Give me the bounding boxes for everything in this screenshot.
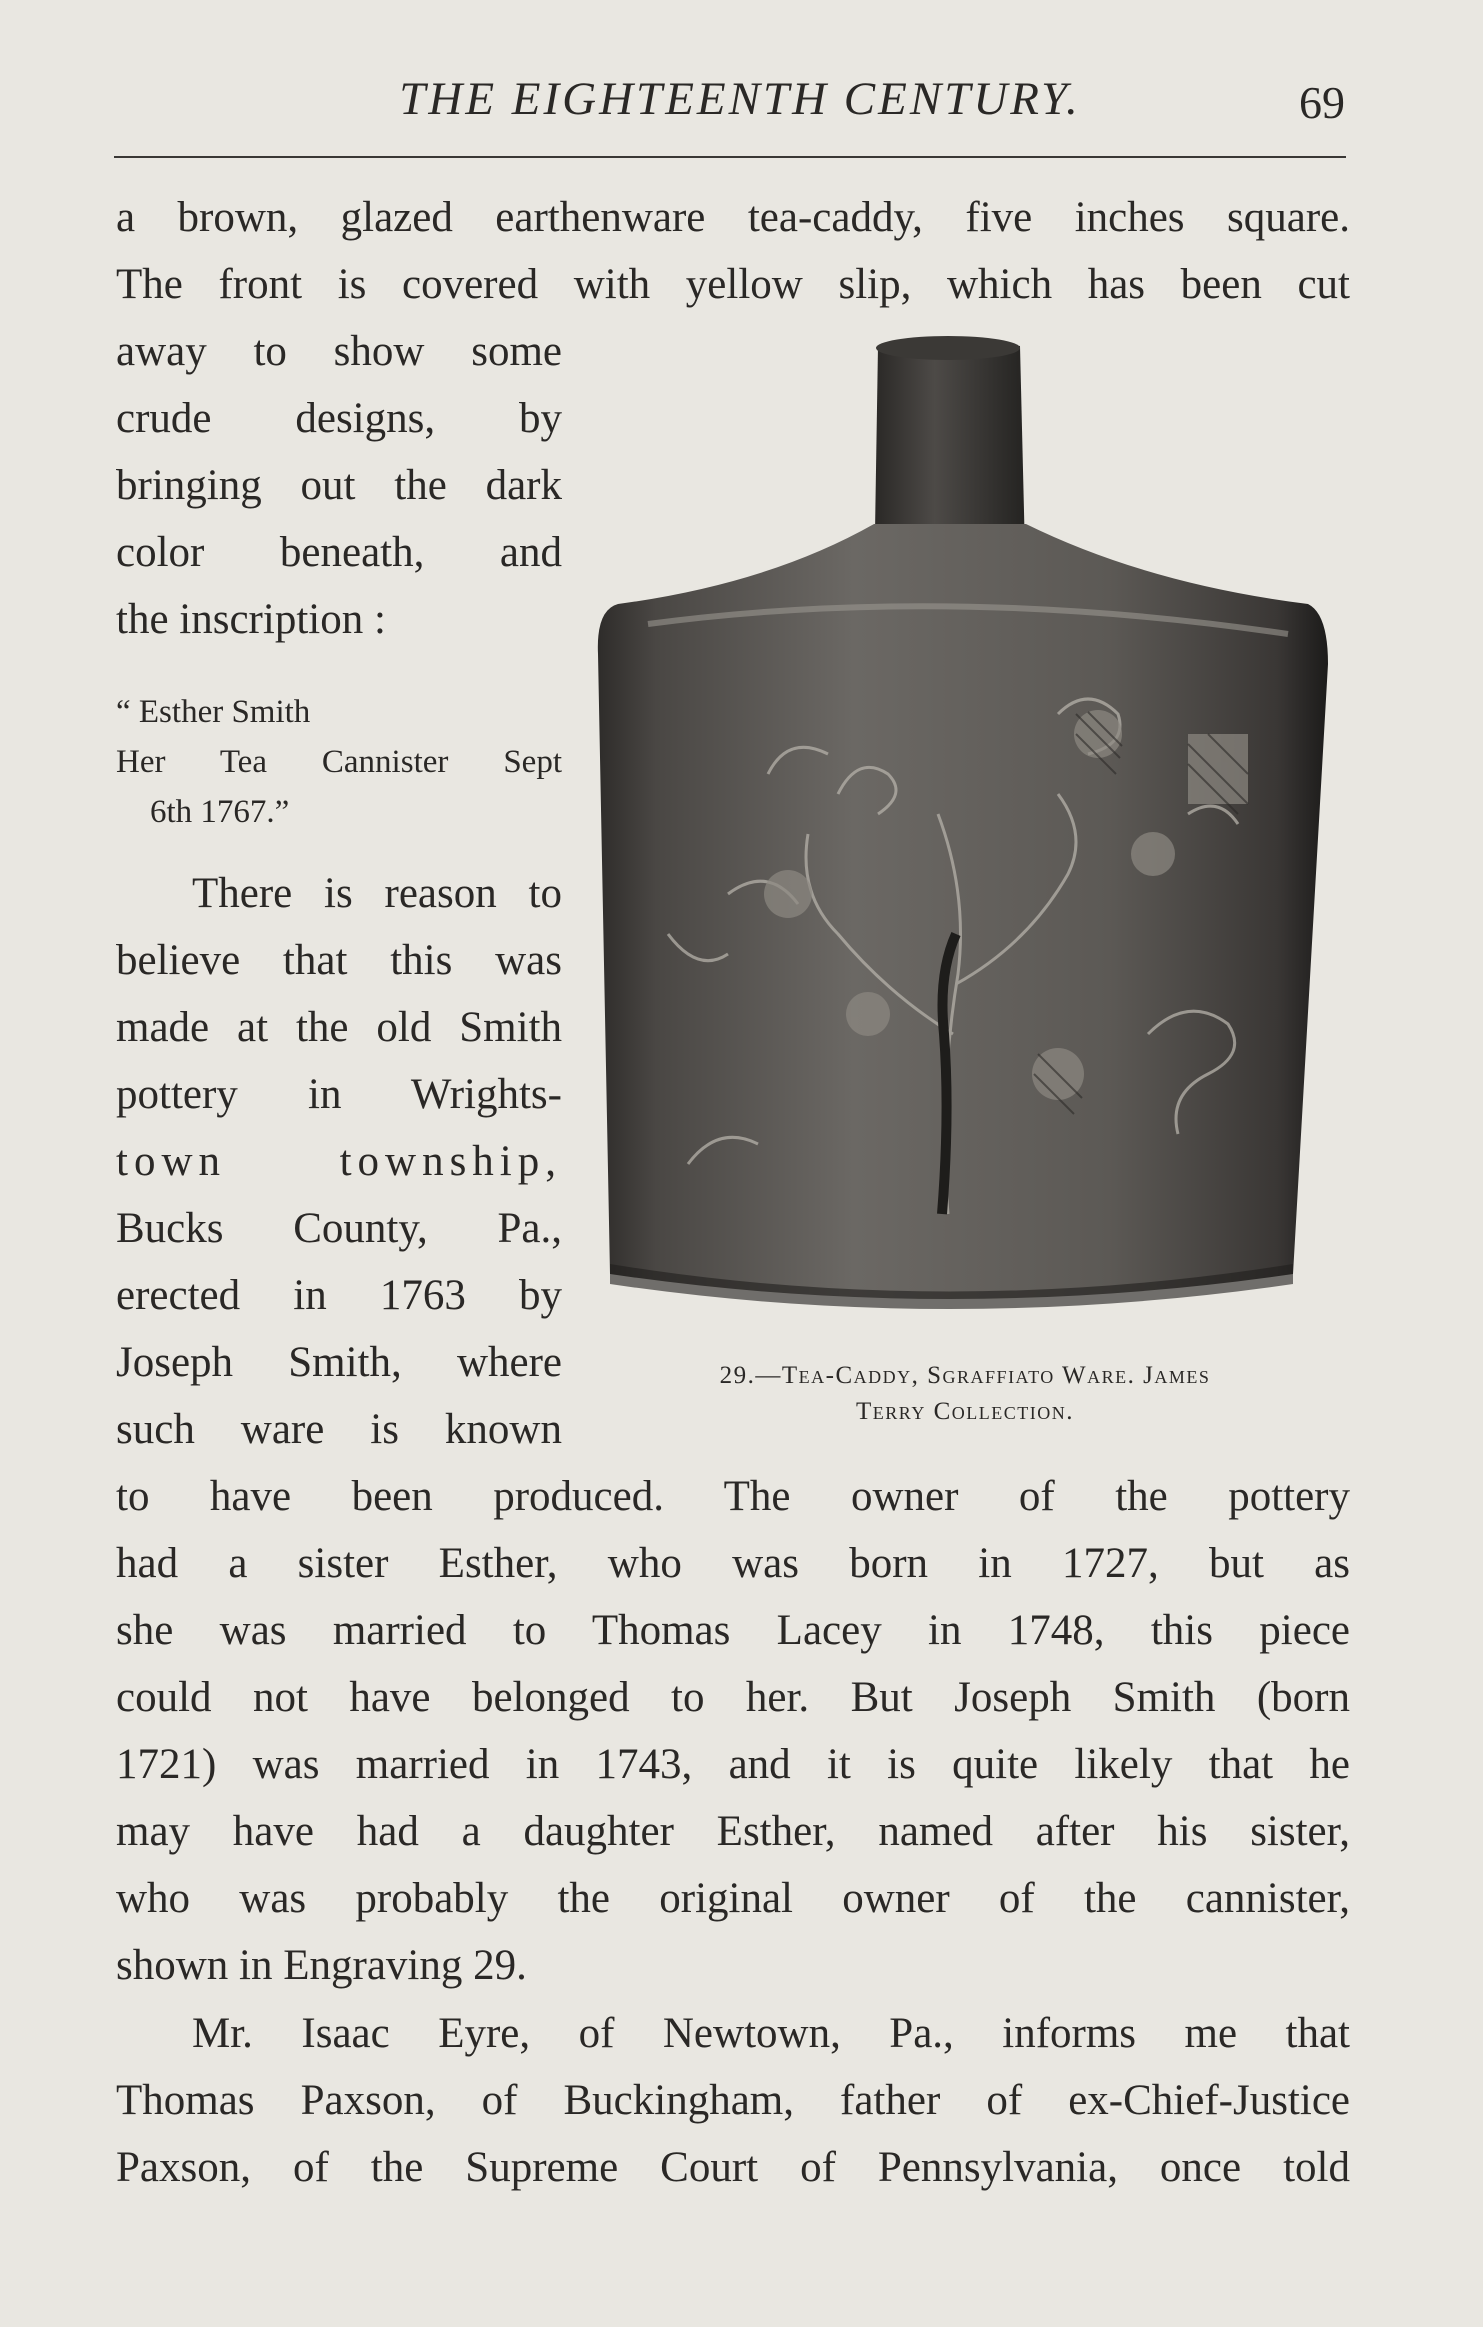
body-line: town township, xyxy=(116,1138,562,1185)
tea-caddy-illustration xyxy=(588,334,1333,1336)
body-line: color beneath, and xyxy=(116,529,562,576)
body-line: 1721) was married in 1743, and it is quite likely that he xyxy=(116,1741,1350,1788)
body-line: There is reason to xyxy=(192,870,562,917)
page-number: 69 xyxy=(1299,77,1345,128)
body-line: away to show some xyxy=(116,328,562,375)
body-line: Thomas Paxson, of Buckingham, father of ex-Chief-Justice xyxy=(116,2077,1350,2124)
body-line: shown in Engraving 29. xyxy=(116,1942,527,1989)
body-line: made at the old Smith xyxy=(116,1004,562,1051)
body-line: The front is covered with yellow slip, which has been cut xyxy=(116,261,1350,308)
running-head-title: THE EIGHTEENTH CENTURY. xyxy=(399,73,1081,125)
body-line: who was probably the original owner of the cannister, xyxy=(116,1875,1350,1922)
body-line: believe that this was xyxy=(116,937,562,984)
body-line: erected in 1763 by xyxy=(116,1272,562,1319)
body-line: may have had a daughter Esther, named after his sister, xyxy=(116,1808,1350,1855)
figure-caption-line: 29.—Tea-Caddy, Sgraffiato Ware. James xyxy=(719,1362,1211,1389)
body-line: could not have belonged to her. But Joseph Smith (born xyxy=(116,1674,1350,1721)
figure-caption xyxy=(600,1358,1330,1430)
tea-caddy-engraving xyxy=(588,334,1333,1336)
body-line: bringing out the dark xyxy=(116,462,562,509)
body-line: a brown, glazed earthenware tea-caddy, five inches square. xyxy=(116,194,1350,241)
inscription-quote-line: 6th 1767.” xyxy=(150,794,290,830)
body-line: crude designs, by xyxy=(116,395,562,442)
body-line: she was married to Thomas Lacey in 1748, this piece xyxy=(116,1607,1350,1654)
running-head xyxy=(0,72,1483,142)
body-line: the inscription : xyxy=(116,596,386,643)
body-line: Bucks County, Pa., xyxy=(116,1205,562,1252)
body-line: Mr. Isaac Eyre, of Newtown, Pa., informs me that xyxy=(192,2010,1350,2057)
inscription-quote-line: “ Esther Smith xyxy=(116,694,311,730)
figure-caption-line: Terry Collection. xyxy=(856,1398,1074,1425)
body-line: Paxson, of the Supreme Court of Pennsylvania, once told xyxy=(116,2144,1350,2191)
body-line: to have been produced. The owner of the pottery xyxy=(116,1473,1350,1520)
body-line: Joseph Smith, where xyxy=(116,1339,562,1386)
inscription-quote-line: Her Tea Cannister Sept xyxy=(116,744,562,780)
header-rule xyxy=(114,156,1346,158)
body-line: had a sister Esther, who was born in 1727, but as xyxy=(116,1540,1350,1587)
body-line: such ware is known xyxy=(116,1406,562,1453)
body-line: pottery in Wrights- xyxy=(116,1071,562,1118)
